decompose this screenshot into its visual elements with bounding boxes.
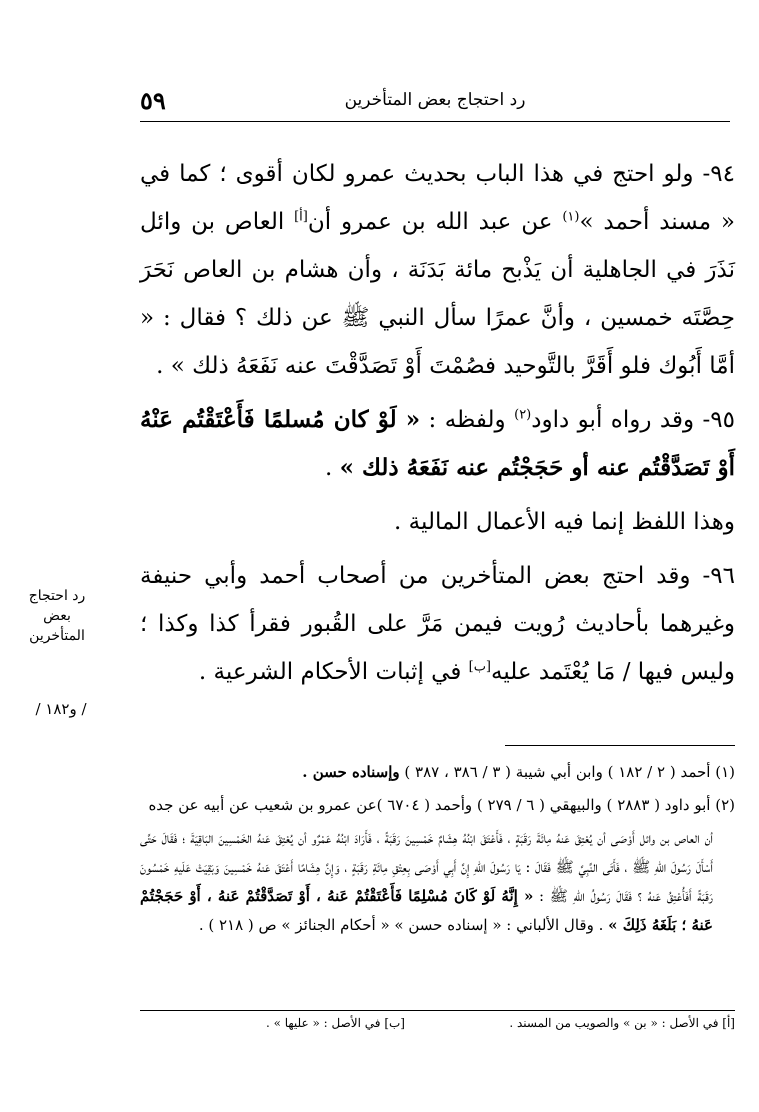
footnote-separator — [505, 745, 735, 746]
paragraph-95 — [140, 396, 735, 492]
footnote-ref: (١) — [562, 209, 580, 225]
footnote-ref: (٢) — [514, 407, 532, 423]
header-rule — [140, 121, 730, 122]
paragraph-text: وقد رواه أبو داود — [531, 407, 703, 433]
paragraph-number: ٩٤- — [702, 161, 735, 187]
editor-note-ref: [أ] — [294, 209, 308, 225]
footnote-marker: (١) — [715, 763, 735, 781]
hadith-quote: « لَوْ كان مُسلمًا فَأَعْتَقْتُم عَنْهُ أَوْ تَصَدَّقْتُم عنه أو حَجَجْتُم عنه نَفَعَهُ ذلك » — [140, 406, 735, 481]
paragraph-text: . — [325, 455, 340, 481]
manuscript-folio: / و١٨٢ / — [35, 700, 87, 718]
main-text — [140, 150, 735, 702]
footnotes — [140, 758, 735, 944]
footnote-2-hadith — [140, 824, 735, 940]
paragraph-text: عن عبد الله بن عمرو أن — [307, 209, 563, 235]
paragraph-text: ولو احتج في هذا الباب بحديث عمرو لكان أقوى ؛ كما في « مسند أحمد » — [140, 161, 736, 235]
editor-notes — [140, 1016, 735, 1040]
paragraph-text: في إثبات الأحكام الشرعية . — [198, 659, 469, 685]
footnote-grading: وإسناده حسن . — [302, 763, 400, 781]
footnote-marker: (٢) — [715, 796, 735, 814]
footnote-text: أبو داود ( ٢٨٨٣ ) والبيهقي ( ٦ / ٢٧٩ ) وأحمد ( ٦٧٠٤ )عن عمرو بن شعيب عن أبيه عن جده — [148, 796, 716, 814]
editor-notes-separator — [140, 1010, 735, 1011]
paragraph-96 — [140, 552, 735, 696]
paragraph-text: العاص بن وائل نَذَرَ في الجاهلية أن يَذْبح مائة بَدَنَة ، وأن هشام بن العاص نَحَرَ حِصَّتَه خمسين ، وأنَّ عمرًا سأل النبي ﷺ عن ذلك ؟ فقال : « أمَّا أَبُوك فلو أَقَرَّ بالتَّوحيد فصُمْتَ أَوْ تَصَدَّقْتَ عنه نَفَعَهُ ذلك » . — [140, 209, 735, 379]
paragraph-number: ٩٦- — [702, 563, 735, 589]
paragraph-text: وقد احتج بعض المتأخرين من أصحاب أحمد وأبي حنيفة وغيرهما بأحاديث رُويت فيمن مَرَّ على القُبور فقرأ كذا وكذا ؛ وليس فيها / مَا يُعْتَمد عليه — [140, 563, 735, 685]
footnote-text: أحمد ( ٢ / ١٨٢ ) وابن أبي شيبة ( ٣ / ٣٨٦ ، ٣٨٧ ) — [399, 763, 716, 781]
paragraph-94 — [140, 150, 735, 390]
editor-note-ref: [ب] — [468, 659, 492, 675]
paragraph-comment: وهذا اللفظ إنما فيه الأعمال المالية . — [394, 509, 735, 535]
footnote-text: . وقال الألباني : « إسناده حسن » « أحكام الجنائز » ص ( ٢١٨ ) . — [198, 916, 609, 934]
footnote-text: أن العاص بن وائل أَوْصَى أن يُعْتِقَ عَنهُ مِائَةَ رَقَبَةٍ ، فَأَعْتَقَ ابْنُهُ هِشَامٌ خَمْسِينَ رَقَبَةً ، فَأَرَادَ ابْنُهُ عَمْرٌو أن يُعْتِقَ عَنهُ الخَمْسِينَ البَاقِيَةَ ؛ فَقَالَ حَتَّى أَسْأَلَ رَسُولَ اللهِ ﷺ ، فَأَتَى النَّبِيَّ ﷺ فَقَالَ : يَا رَسُولَ اللهِ إِنَّ أَبِي أَوْصَى بِعِتْقِ مِائَةِ رَقَبَةٍ ، وَإِنَّ هِشَامًا أَعْتَقَ عَنهُ خَمْسِينَ وَبَقِيَتْ عَلَيهِ خَمْسُونَ رَقَبَةً أَفَأُعْتِقُ عَنهُ ؟ فَقَالَ رَسُولُ اللهِ ﷺ : — [140, 829, 713, 905]
page-header — [140, 86, 730, 116]
editor-note-a: [أ] في الأصل : « بن » والصويب من المسند . — [509, 1016, 735, 1030]
running-title: رد احتجاج بعض المتأخرين — [344, 90, 526, 110]
page-number: ٥٩ — [140, 86, 166, 115]
footnote-hadith-quote: « إِنَّهُ لَوْ كَانَ مُسْلِمًا فَأَعْتَقْتُمْ عَنهُ ، أَوْ تَصَدَّقْتُمْ عَنهُ ، أَوْ حَجَجْتُمْ عَنهُ ؛ بَلَغَهُ ذَلِكَ » — [140, 887, 713, 934]
paragraph-number: ٩٥- — [702, 407, 735, 433]
margin-heading: رد احتجاج بعض المتأخرين — [28, 588, 86, 644]
footnote-1 — [140, 758, 735, 787]
editor-note-b: [ب] في الأصل : « عليها » . — [265, 1016, 405, 1030]
footnote-2 — [140, 791, 735, 820]
paragraph-text: ولفظه : — [420, 407, 515, 433]
